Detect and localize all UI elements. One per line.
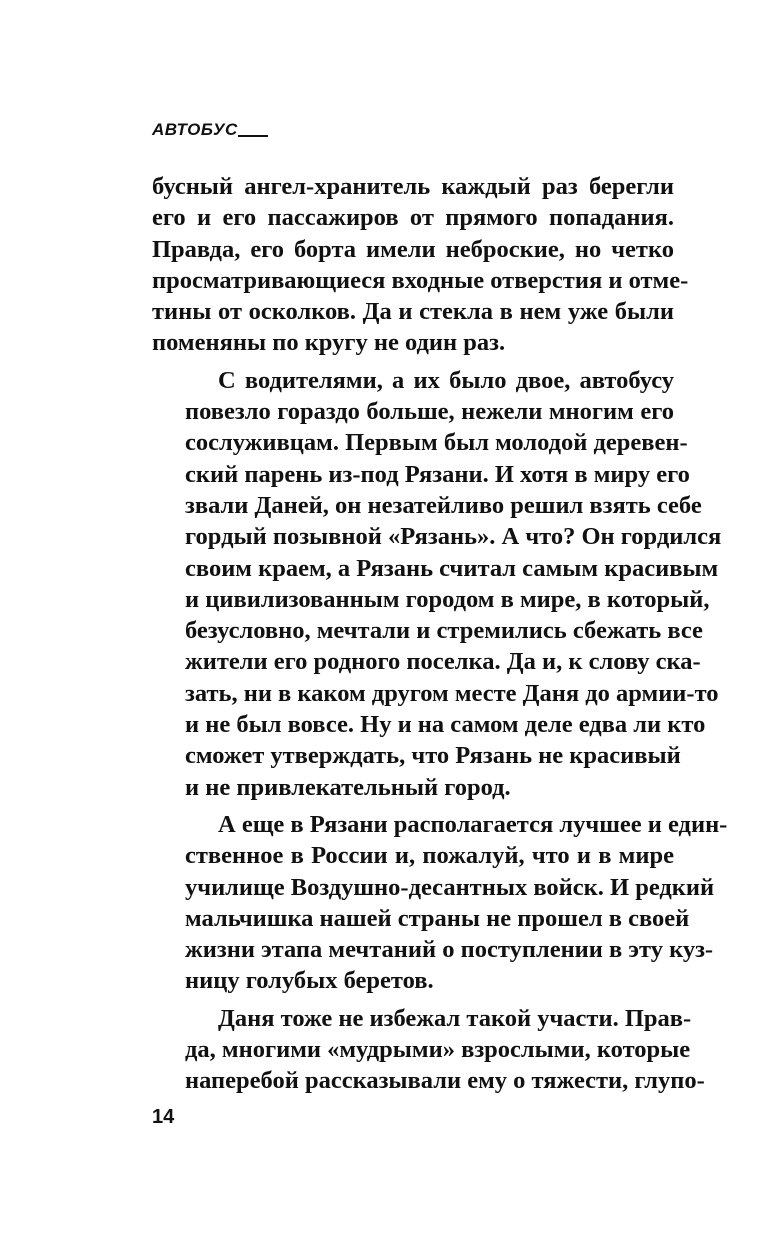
text-line: просматривающиеся входные отверстия и отме- [152, 266, 689, 294]
text-line: тины от осколков. Да и стекла в нем уже были [152, 298, 674, 326]
text-line: А еще в Рязани располагается лучшее и един- [218, 810, 728, 838]
text-line: и не был вовсе. Ну и на самом деле едва ли кто [185, 711, 706, 739]
text-line: да, многими «мудрыми» взрослыми, которые [185, 1036, 691, 1064]
text-line: мальчишка нашей страны не прошел в своей [185, 904, 690, 932]
paragraph [152, 171, 689, 359]
text-line: С водителями, а их было двое, автобусу [218, 366, 674, 394]
text-line: звали Даней, он незатейливо решил взять себе [185, 491, 702, 519]
paragraph [152, 809, 728, 997]
running-head-title: АВТОБУС [152, 120, 238, 139]
text-line: ственное в России и, пожалуй, что и в мире [185, 842, 674, 870]
text-line: Правда, его борта имели неброские, но четко [152, 235, 674, 263]
text-line: и не привлекательный город. [185, 773, 511, 801]
text-line: бусный ангел-хранитель каждый раз берегли [152, 173, 674, 200]
text-line: повезло гораздо больше, нежели многим его [185, 398, 674, 426]
text-line: своим краем, а Рязань считал самым красивым [185, 554, 719, 582]
text-line: жители его родного поселка. Да и, к слову ска- [185, 648, 701, 676]
paragraph [152, 365, 722, 803]
text-line: училище Воздушно-десантных войск. И редкий [185, 873, 715, 901]
text-line: Даня тоже не избежал такой участи. Прав- [218, 1004, 692, 1032]
text-line: и цивилизованным городом в мире, в который, [185, 585, 710, 613]
text-line: наперебой рассказывали ему о тяжести, глупо- [185, 1067, 705, 1095]
running-head [152, 118, 268, 138]
text-line: сослуживцам. Первым был молодой деревен- [185, 429, 688, 457]
text-line: поменяны по кругу не один раз. [152, 329, 506, 357]
text-line: ницу голубых беретов. [185, 967, 434, 995]
paragraph [152, 1003, 705, 1097]
page-number: 14 [152, 1106, 175, 1128]
text-line: зать, ни в каком другом месте Даня до армии-то [185, 679, 719, 707]
text-line: гордый позывной «Рязань». А что? Он гордился [185, 523, 722, 551]
running-head-rule [238, 135, 268, 137]
text-line: ский парень из-под Рязани. И хотя в миру его [185, 460, 690, 488]
text-line: сможет утверждать, что Рязань не красивый [185, 742, 681, 770]
text-line: жизни этапа мечтаний о поступлении в эту куз- [185, 936, 714, 964]
body-text [152, 171, 728, 1097]
text-line: безусловно, мечтали и стремились сбежать все [185, 617, 703, 645]
text-line: его и его пассажиров от прямого попадания. [152, 204, 674, 232]
